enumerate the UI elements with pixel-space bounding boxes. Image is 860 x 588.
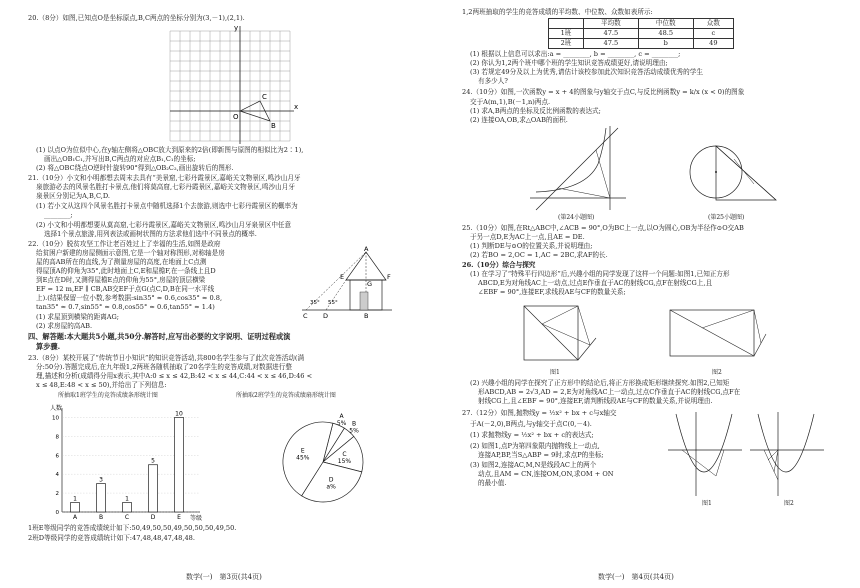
segment-ob — [596, 150, 610, 198]
bar-category-label: C — [124, 514, 130, 521]
table-header-cell: 平均数 — [583, 19, 638, 29]
q20-grid-figure — [170, 26, 300, 146]
table-header-cell: 中位数 — [638, 19, 693, 29]
y-axis-label: y — [234, 24, 239, 32]
q26-fig1-caption: 图1 — [550, 369, 560, 376]
q27-part3b: 动点,且AM = CN,连接OM,ON,求OM + ON — [478, 470, 614, 478]
door — [360, 292, 368, 310]
q22-line7: 上).(结果保留一位小数,参考数据:sin35° ≈ 0.6,cos35° ≈ 0.8, — [36, 294, 223, 302]
pie-slice-label: C — [342, 451, 347, 459]
bar — [175, 417, 184, 512]
table-header-cell — [549, 19, 584, 29]
q22-line6: EF = 12 m,EF ∥ CB,AB交EF于点G(点C,D,B在同一水平线 — [36, 285, 215, 293]
ray-cg — [578, 338, 596, 360]
rect-diagonal-ac — [670, 310, 754, 356]
q23-line4: x ≤ 48,E:48 < x ≤ 50),并给出了下列信息: — [36, 381, 167, 389]
q24-part2: (2) 连接OA,OB,求△OAB的面积. — [470, 116, 568, 124]
q27-part3c: 的最小值. — [478, 479, 507, 487]
q26-fig2 — [662, 298, 772, 368]
table-cell: 1班 — [549, 29, 584, 39]
q23-part2: (2) 你认为1,2两个班中哪个班的学生知识竞答成绩更好,请说明理由; — [470, 59, 668, 67]
pie-slice-percent: a% — [326, 483, 336, 491]
q27-line2: 于A(－2,0),B两点,与y轴交于点C(0,－4). — [470, 420, 592, 428]
section4-line2: 算步骤. — [36, 342, 61, 351]
segment-de — [734, 159, 754, 184]
q27-part3a: (3) 如图2,连接AC,M,N是线段AC上的两个 — [470, 461, 597, 469]
q21-part2b: 选择1个景点旅游,用列表法或画树状图的方法求他们选中不同景点的概率. — [44, 230, 257, 238]
q25-line2: 于另一点D,E为AC上一点,且AE = DE. — [470, 233, 585, 241]
pie-slice-percent: 5% — [349, 427, 359, 435]
label-f: F — [387, 273, 391, 281]
bar-category-label: A — [72, 514, 78, 521]
pie-slice-label: B — [351, 420, 357, 428]
pie-slice-percent: 5% — [336, 419, 347, 427]
bar-value-label: 5 — [151, 457, 155, 465]
q23-line2: 分:50分).答题完成后,在九年级1,2两班各随机抽取了20名学生的竞答成绩,对数据进行整 — [36, 363, 292, 371]
table-cell: 49 — [693, 39, 733, 49]
q23-line1: 23.（8分）某校开展了“传统节日小知识”的知识竞答活动,共800名学生参与了此次竞答活动(满 — [28, 354, 305, 362]
footer-page4: 数学(一) 第4页(共4页) — [598, 573, 674, 581]
q25-line1: 25.（10分）如图,在Rt△ABC中,∠ACB = 90°,O为BC上一点,以O为圆心,OB为半径作⊙O交AB — [462, 224, 744, 232]
q25-part1: (1) 判断DE与⊙O的位置关系,并说明理由; — [470, 242, 593, 250]
table-cell: 47.5 — [583, 39, 638, 49]
center-o — [715, 171, 717, 173]
q26-part2a: (2) 兴趣小组的同学在探究了正方形中的结论后,将正方形换成矩形继续探究.如图2,已知矩 — [470, 379, 730, 387]
table-header-cell: 众数 — [693, 19, 733, 29]
rect-segment-bf — [754, 310, 761, 343]
stats-table — [548, 18, 734, 49]
footer-page3: 数学(一) 第3页(共4页) — [186, 573, 262, 581]
diagonal-ac — [524, 306, 578, 360]
bar-y-tick-label: 8 — [55, 434, 59, 441]
pie-slice-percent: 45% — [296, 454, 310, 462]
table-cell: 47.5 — [583, 29, 638, 39]
q22-line1: 22.（10分）脱贫攻坚工作让老百姓过上了幸福的生活,如图是政府 — [28, 240, 221, 248]
q22-part1: (1) 求屋顶到横梁的距离AG; — [36, 313, 120, 321]
q24-caption: (第24小题图) — [558, 214, 595, 221]
q24-figure — [526, 124, 636, 212]
q21-part1: (1) 若小文从这四个风景名胜打卡景点中随机选择1个去旅游,则选中七彩丹霞景区的概率为 — [36, 202, 298, 210]
x-axis-label: x — [294, 103, 299, 111]
rect-segment-be — [702, 310, 754, 328]
q21-line3: 泉景区分别记为A,B,C,D. — [36, 192, 111, 200]
q20-part1a: (1) 以点O为位似中心,在y轴左侧将△OBC放大到原来的2倍(即新图与原图的相似比为2∶1), — [36, 146, 304, 154]
pie-chart-class2 — [265, 404, 385, 514]
bar — [71, 503, 80, 512]
table-header-row — [549, 19, 734, 29]
q25-part2: (2) 若BO = 2,OC = 1,AC = 2BC,求AF的长. — [470, 251, 608, 259]
bar-y-tick-label: 10 — [52, 415, 59, 422]
angle-55: 55° — [328, 300, 338, 306]
segment-bf — [578, 306, 590, 345]
q26-part2c: 射线CG上,且∠EBF = 90°,连接EF,请判断线段AE与CF的数量关系,并说明理由. — [478, 397, 713, 405]
angle-35: 35° — [310, 300, 320, 306]
right-page — [430, 0, 860, 588]
bar-category-label: B — [98, 514, 104, 521]
bar-value-label: 3 — [99, 476, 103, 484]
bar-xlabel: 等级 — [190, 515, 203, 522]
q24-line2: 交于A(m,1),B(－1,n)两点. — [470, 98, 551, 106]
q22-line8: tan35° ≈ 0.7,sin55° ≈ 0.8,cos55° ≈ 0.6,tan55° ≈ 1.4) — [36, 303, 215, 311]
q23-data-class1: 1班E等级同学的竞答成绩统计如下:50,49,50,50,49,50,50,50,49,50. — [28, 524, 237, 532]
q27-fig1-parabola — [676, 414, 732, 472]
q27-fig1 — [666, 410, 746, 498]
bar-value-label: 10 — [175, 410, 183, 418]
q27-fig2 — [748, 410, 828, 498]
q22-house-figure — [300, 246, 396, 320]
table-cell: 2班 — [549, 39, 584, 49]
bar — [123, 503, 132, 512]
table-row — [549, 29, 734, 39]
q22-line5: 到E点在D时,又测得屋檐E点的仰角为55°,房屋的顶层横梁 — [36, 276, 206, 284]
bar-ylabel: 人数 — [50, 405, 63, 412]
q23-data-class2: 2班D等级同学的竞答成绩统计如下:47,48,48,47,48,48. — [28, 534, 195, 542]
q22-line3: 屋的高AB所在的直线,为了测量房屋的高度,在地面上C点测 — [36, 258, 207, 266]
q23-part3b: 有多少人? — [478, 77, 508, 85]
q24-part1: (1) 求A,B两点的坐标及反比例函数的表达式; — [470, 107, 601, 115]
bar-y-tick-label: 0 — [55, 510, 59, 516]
bar-value-label: 1 — [125, 495, 129, 503]
table-cell: c — [693, 29, 733, 39]
q26-fig2-caption: 图2 — [712, 369, 722, 376]
bar — [97, 484, 106, 512]
q26-line1: 26.（10分）综合与探究 — [462, 261, 536, 269]
bar-chart-title: 所抽取1班学生的竞答成绩条形统计图 — [58, 392, 158, 399]
segment-ab — [716, 146, 776, 200]
q23-line3: 理,描述和分析(成绩得分用x表示,其中A:0 ≤ x ≤ 42,B:42 < x ≤ 44,C:44 < x ≤ 46,D:46 < — [36, 372, 313, 380]
q27-fig2-caption: 图2 — [784, 500, 794, 507]
q24-hyperbola — [536, 128, 606, 192]
q20-stem: 20.（8分）如图,已知点O是坐标原点,B,C两点的坐标分别为(3,－1),(2,1). — [28, 14, 245, 22]
label-g: G — [367, 280, 373, 288]
bar-value-label: 1 — [73, 495, 77, 503]
label-e: E — [340, 273, 345, 281]
table-intro: 1,2两班抽取的学生的竞答成绩的平均数、中位数、众数如表所示: — [462, 8, 653, 16]
origin-label: O — [233, 113, 239, 121]
q22-line4: 得屋顶A的仰角为35°,此时地面上C,E和屋檐F,在一条线上且D — [36, 267, 216, 275]
q25-figure — [676, 124, 786, 212]
q26-part2b: 形ABCD,AB = 2√3,AD = 2,E为对角线AC上一动点,过点C作垂直于AC的射线CG,点F在 — [478, 388, 741, 396]
bar-category-label: D — [150, 514, 156, 521]
segment-ef — [542, 324, 590, 345]
q22-line2: 给贫困户新建的房屋侧面示意图,它是一个轴对称图形,对称轴是房 — [36, 249, 225, 257]
segment-oa — [558, 188, 610, 198]
pie-chart-title: 所抽取2班学生的竞答成绩扇形统计图 — [236, 392, 336, 399]
bar — [149, 465, 158, 512]
point-b-label: B — [271, 122, 276, 130]
q27-part2b: 连接AP,BP,当S△ABP = 9时,求点P的坐标; — [478, 451, 604, 459]
q23-part1: (1) 根据以上信息可以求出:a = ________, b = ________, c = ________; — [470, 50, 681, 58]
q27-fig1-caption: 图1 — [702, 500, 712, 507]
q21-line2: 泉旅游必去的风景名胜打卡景点,他们将莫高窟,七彩丹霞景区,嘉峪关文物景区,鸣沙山月牙 — [36, 183, 295, 191]
pie-slice-label: E — [300, 447, 305, 455]
q26-line4: ∠EBF = 90°,连接EF,求线段AE与CF的数量关系; — [478, 288, 626, 296]
q27-part1: (1) 求抛物线y = ½x² + bx + c的表达式; — [470, 431, 594, 439]
bar-y-tick-label: 6 — [55, 453, 59, 460]
q26-line2: (1) 在学习了“特殊平行四边形”后,兴趣小组的同学发现了这样一个问题:如图1,已知正方形 — [470, 270, 730, 278]
pie-slice-label: D — [328, 476, 334, 484]
q27-fig2-parabola — [758, 414, 814, 472]
q23-part3a: (3) 若规定49分及以上为优秀,请估计该校参加此次知识竞答活动成绩优秀的学生 — [470, 68, 703, 76]
q22-part2: (2) 求房屋的高AB. — [36, 322, 93, 330]
q27-part2a: (2) 如图1,点P为第四象限内抛物线上一动点, — [470, 442, 600, 450]
q20-part1b: 画出△OB₁C₁,并写出B,C两点的对应点B₁,C₁的坐标; — [44, 155, 196, 163]
q20-part2: (2) 将△OBC绕点O逆时针旋转90°得到△OB₂C₂,画出旋转后的图形. — [36, 164, 234, 172]
label-b: B — [364, 312, 369, 320]
label-a: A — [364, 245, 369, 253]
table-cell: 48.5 — [638, 29, 693, 39]
pie-slice-label: A — [339, 412, 344, 420]
q25-caption: (第25小题图) — [708, 214, 745, 221]
q21-part1-blank: ________; — [44, 211, 73, 219]
bar-y-tick-label: 4 — [55, 472, 59, 479]
q26-line3: ABCD,E为对角线AC上一动点,过点E作垂直于AC的射线CG,点F在射线CG上,且 — [478, 279, 713, 287]
q21-part2a: (2) 小文和小明都想要从莫高窟,七彩丹霞景区,嘉峪关文物景区,鸣沙山月牙泉景区中任意 — [36, 221, 292, 229]
label-d: D — [323, 312, 329, 320]
segment-be — [542, 306, 578, 324]
point-c-label: C — [262, 93, 267, 101]
q27-line1: 27.（12分）如图,抛物线y = ½x² + bx + c与x轴交 — [462, 409, 617, 417]
section4-line1: 四、解答题:本大题共5小题,共50分.解答时,应写出必要的文字说明、证明过程或演 — [28, 332, 291, 341]
q24-line1: 24.（10分）如图,一次函数y = x + 4的图象与y轴交于点C,与反比例函数y = k/x (x < 0)的图象 — [462, 88, 745, 96]
label-c: C — [303, 312, 308, 320]
table-cell: b — [638, 39, 693, 49]
bar-chart-class1 — [40, 402, 210, 522]
pie-slice-percent: 15% — [337, 458, 352, 466]
q26-fig1 — [512, 298, 602, 368]
bar-y-tick-label: 2 — [55, 491, 59, 498]
q21-line1: 21.（10分）小文和小明都想去周末去具有“美景窟,七彩丹霞景区,嘉峪关文物景区,鸣沙山月牙 — [28, 174, 301, 182]
bar-category-label: E — [177, 514, 181, 521]
table-row — [549, 39, 734, 49]
